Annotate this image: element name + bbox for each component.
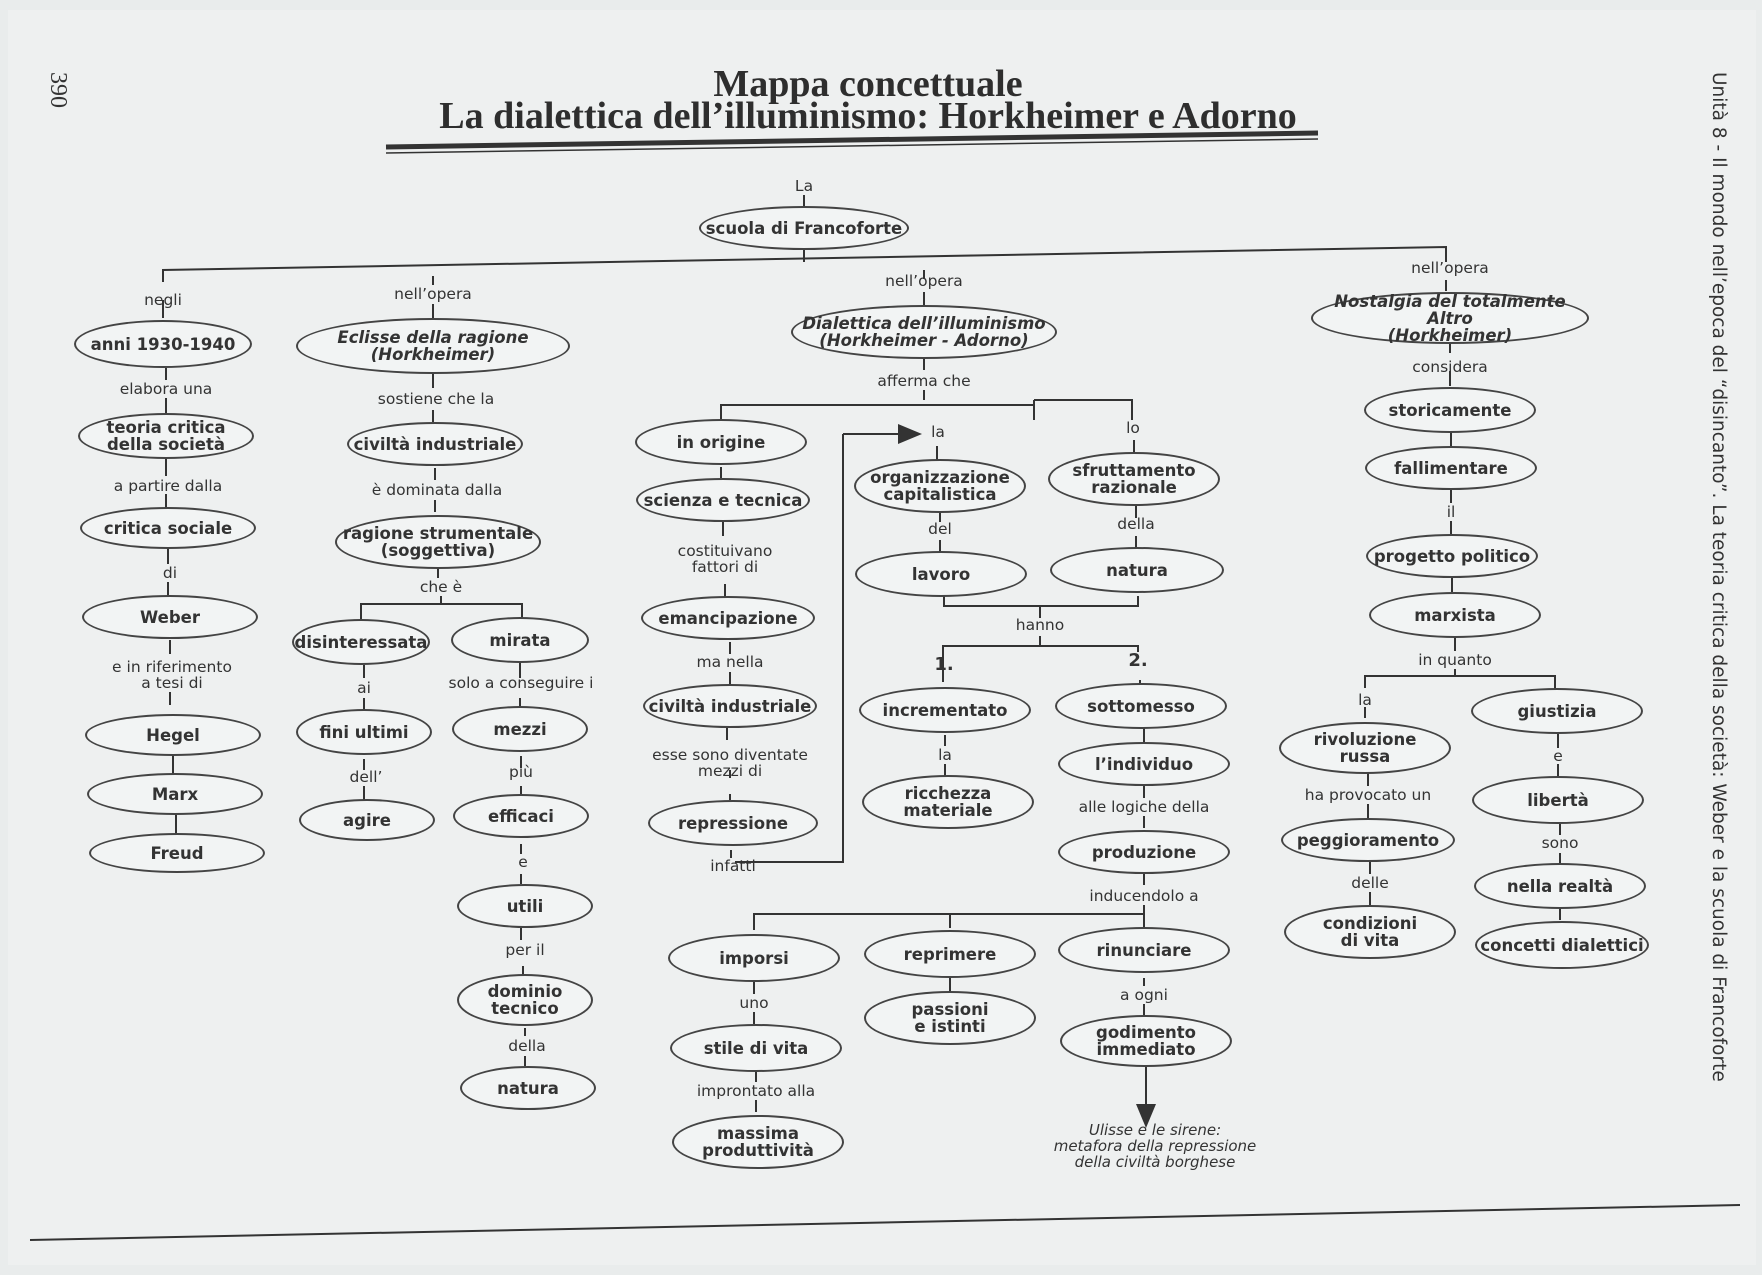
label-nellopera-1: nell’opera	[394, 285, 472, 303]
node-critica-sociale: critica sociale	[80, 507, 256, 549]
node-dominio-tecnico: dominio tecnico	[457, 974, 593, 1026]
label-ma-nella: ma nella	[696, 653, 764, 671]
node-godimento-immediato: godimento immediato	[1060, 1015, 1232, 1067]
label-afferma-che: afferma che	[877, 372, 971, 390]
label-diventate: esse sono diventate mezzi di	[652, 746, 808, 780]
node-scienza-e-tecnica: scienza e tecnica	[636, 478, 810, 522]
node-passioni-e-istinti: passioni e istinti	[864, 991, 1036, 1045]
label-ai: ai	[357, 679, 371, 697]
label-in-quanto: in quanto	[1418, 651, 1492, 669]
label-inducendolo-a: inducendolo a	[1089, 887, 1199, 905]
node-concetti-dialettici: concetti dialettici	[1475, 921, 1649, 969]
label-delle: delle	[1351, 874, 1389, 892]
node-giustizia: giustizia	[1471, 688, 1643, 734]
label-infatti: infatti	[710, 857, 756, 875]
node-massima-produttivita: massima produttività	[672, 1115, 844, 1169]
label-la-rivoluzione: la	[1358, 691, 1372, 709]
label-nellopera-3: nell’opera	[1411, 259, 1489, 277]
node-efficaci: efficaci	[453, 794, 589, 838]
node-peggioramento: peggioramento	[1281, 818, 1455, 862]
label-ha-provocato-un: ha provocato un	[1304, 786, 1432, 804]
label-elabora-una: elabora una	[119, 380, 213, 398]
label-negli: negli	[144, 291, 182, 309]
node-disinteressata: disinteressata	[292, 619, 430, 665]
node-emancipazione: emancipazione	[641, 596, 815, 640]
node-agire: agire	[299, 799, 435, 841]
node-condizioni-di-vita: condizioni di vita	[1284, 905, 1456, 959]
node-rinunciare: rinunciare	[1058, 927, 1230, 973]
node-repressione: repressione	[648, 800, 818, 846]
node-fini-ultimi: fini ultimi	[296, 709, 432, 755]
node-mirata: mirata	[451, 617, 589, 663]
label-sono: sono	[1541, 834, 1579, 852]
node-organizzazione-capitalistica: organizzazione capitalistica	[854, 459, 1026, 513]
label-per-il: per il	[505, 941, 545, 959]
label-e-2: e	[1553, 747, 1563, 765]
node-dialettica-illuminismo: Dialettica dell’illuminismo (Horkheimer - Adorno)	[791, 305, 1057, 359]
node-nella-realta: nella realtà	[1474, 863, 1646, 909]
label-hanno: hanno	[1015, 616, 1065, 634]
node-weber: Weber	[82, 595, 258, 639]
node-ragione-strumentale: ragione strumentale (soggettiva)	[335, 515, 541, 569]
label-della-2: della	[1117, 515, 1155, 533]
page-number: 390	[45, 72, 71, 108]
label-improntato-alla: improntato alla	[696, 1082, 816, 1100]
caption-ulisse: Ulisse e le sirene: metafora della repressione della civiltà borghese	[1053, 1121, 1257, 1171]
node-anni-1930-1940: anni 1930-1940	[74, 320, 252, 368]
label-di: di	[162, 564, 178, 582]
label-costituivano: costituivano fattori di	[677, 542, 773, 576]
node-ricchezza-materiale: ricchezza materiale	[862, 775, 1034, 829]
label-la-top: La	[794, 177, 814, 195]
node-natura-1: natura	[460, 1066, 596, 1110]
node-liberta: libertà	[1472, 776, 1644, 824]
node-marx: Marx	[87, 773, 263, 815]
map-title: Mappa concettuale	[713, 63, 1023, 105]
label-number-2: 2.	[1128, 650, 1148, 671]
node-produzione: produzione	[1058, 830, 1230, 874]
node-rivoluzione-russa: rivoluzione russa	[1279, 722, 1451, 774]
label-la-ricchezza: la	[938, 746, 952, 764]
label-alle-logiche: alle logiche della	[1078, 798, 1210, 816]
label-del: del	[928, 520, 952, 538]
node-natura-2: natura	[1050, 547, 1224, 593]
node-imporsi: imporsi	[668, 934, 840, 982]
node-fallimentare: fallimentare	[1365, 446, 1537, 490]
node-progetto-politico: progetto politico	[1366, 534, 1538, 578]
node-in-origine: in origine	[635, 419, 807, 465]
node-hegel: Hegel	[85, 714, 261, 756]
label-la-organizzazione: la	[931, 423, 945, 441]
label-lo: lo	[1126, 419, 1140, 437]
node-civilta-industriale-1: civiltà industriale	[347, 422, 523, 466]
node-lavoro: lavoro	[855, 551, 1027, 597]
map-subtitle: La dialettica dell’illuminismo: Horkheimer e Adorno	[439, 95, 1297, 137]
label-riferimento: e in riferimento a tesi di	[112, 658, 232, 692]
label-considera: considera	[1412, 358, 1488, 376]
label-a-partire-dalla: a partire dalla	[113, 477, 223, 495]
node-sottomesso: sottomesso	[1055, 683, 1227, 729]
node-storicamente: storicamente	[1364, 387, 1536, 433]
label-sostiene-che-la: sostiene che la	[377, 390, 495, 408]
node-scuola-di-francoforte: scuola di Francoforte	[699, 206, 909, 250]
node-incrementato: incrementato	[859, 687, 1031, 733]
node-reprimere: reprimere	[864, 930, 1036, 978]
label-il: il	[1446, 503, 1456, 521]
node-stile-di-vita: stile di vita	[670, 1024, 842, 1072]
label-dell: dell’	[349, 768, 383, 786]
label-della-1: della	[508, 1037, 546, 1055]
node-mezzi: mezzi	[452, 706, 588, 752]
label-nellopera-2: nell’opera	[885, 272, 963, 290]
node-utili: utili	[457, 884, 593, 928]
label-number-1: 1.	[934, 654, 954, 675]
label-e-1: e	[518, 853, 528, 871]
label-solo-a-conseguire: solo a conseguire i	[448, 674, 594, 692]
label-uno: uno	[739, 994, 769, 1012]
node-marxista: marxista	[1369, 592, 1541, 638]
label-che-e: che è	[419, 578, 463, 596]
node-teoria-critica: teoria critica della società	[78, 413, 254, 459]
node-freud: Freud	[89, 833, 265, 873]
node-civilta-industriale-2: civiltà industriale	[643, 684, 817, 728]
node-sfruttamento-razionale: sfruttamento razionale	[1048, 452, 1220, 506]
label-piu: più	[509, 763, 533, 781]
node-individuo: l’individuo	[1058, 742, 1230, 786]
node-nostalgia-totalmente-altro: Nostalgia del totalmente Altro (Horkheimer)	[1311, 292, 1589, 344]
label-e-dominata-dalla: è dominata dalla	[371, 481, 503, 499]
label-a-ogni: a ogni	[1120, 986, 1168, 1004]
node-eclisse-della-ragione: Eclisse della ragione (Horkheimer)	[296, 318, 570, 374]
running-header: Unità 8 - Il mondo nell’epoca del “disincanto”. La teoria critica della società: Weber e la scuola di Francoforte	[1708, 72, 1729, 1082]
